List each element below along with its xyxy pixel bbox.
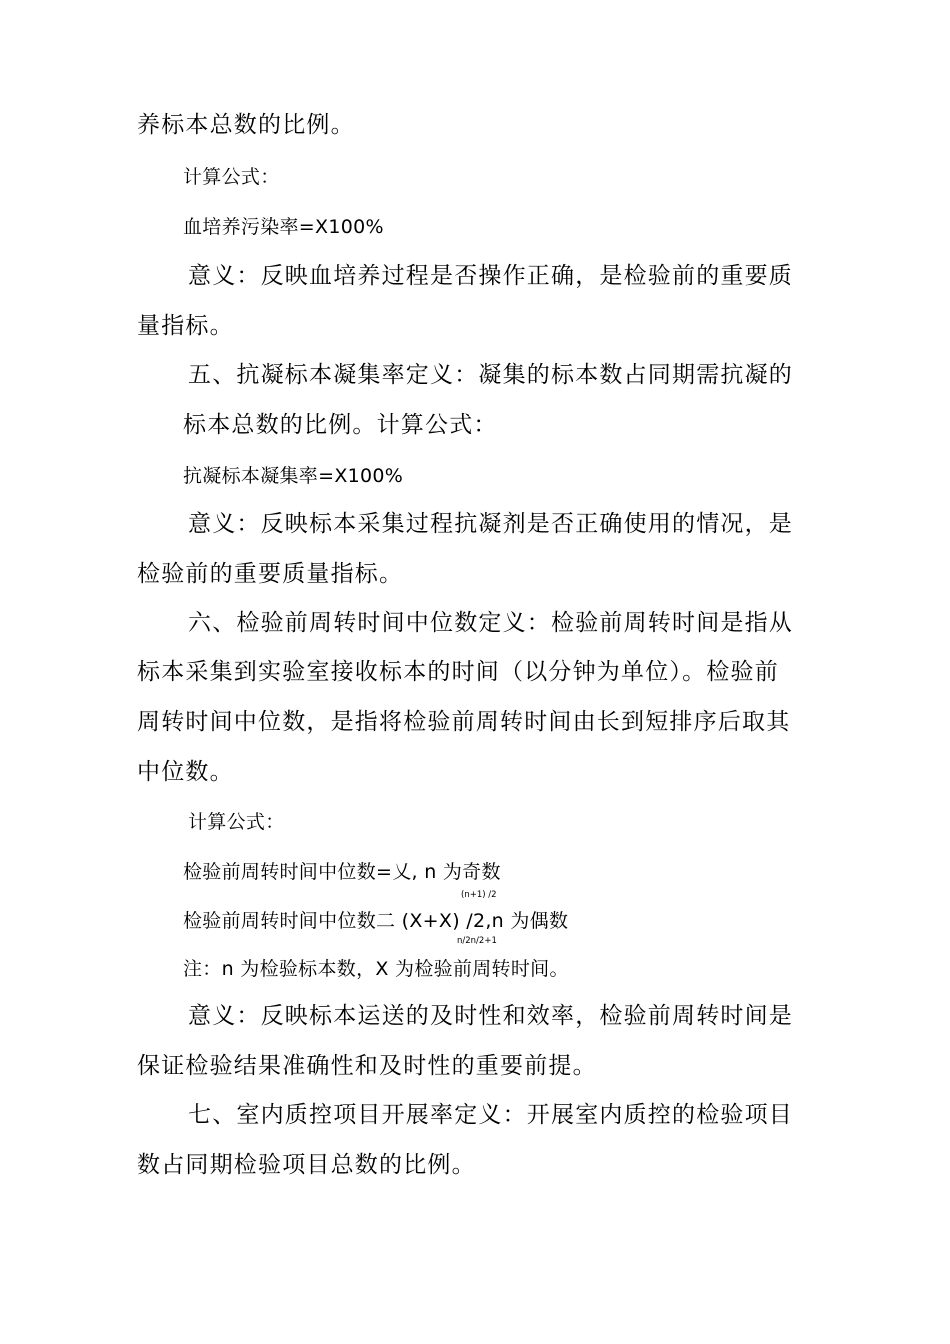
- formula-heading: 计算公式：: [188, 811, 285, 833]
- note-line: 注：n 为检验标本数，X 为检验前周转时间。: [183, 958, 569, 980]
- paragraph-line: 量指标。: [137, 313, 234, 339]
- paragraph-line: 周转时间中位数，是指将检验前周转时间由长到短排序后取其: [137, 709, 791, 735]
- paragraph-line: 意义：反映标本采集过程抗凝剂是否正确使用的情况，是: [188, 511, 793, 537]
- paragraph-line: 标本总数的比例。计算公式：: [183, 412, 498, 438]
- section-heading: 七、室内质控项目开展率定义：开展室内质控的检验项目: [188, 1102, 793, 1128]
- formula-subscript: n/2n/2+1: [457, 936, 497, 946]
- paragraph-line: 意义：反映血培养过程是否操作正确，是检验前的重要质: [188, 263, 793, 289]
- paragraph-line: 意义：反映标本运送的及时性和效率，检验前周转时间是: [188, 1003, 793, 1029]
- paragraph-line: 检验前的重要质量指标。: [137, 561, 404, 587]
- paragraph-line: 数占同期检验项目总数的比例。: [137, 1152, 476, 1178]
- section-heading: 五、抗凝标本凝集率定义：凝集的标本数占同期需抗凝的: [188, 362, 793, 388]
- paragraph-line: 中位数。: [137, 759, 234, 785]
- paragraph-line: 养标本总数的比例。: [137, 112, 355, 138]
- formula-heading: 计算公式：: [183, 166, 280, 188]
- formula-subscript: (n+1) /2: [461, 890, 497, 900]
- paragraph-line: 保证检验结果准确性和及时性的重要前提。: [137, 1053, 597, 1079]
- formula-line: 抗凝标本凝集率=X100%: [183, 465, 404, 487]
- section-heading: 六、检验前周转时间中位数定义：检验前周转时间是指从: [188, 610, 793, 636]
- formula-line: 血培养污染率=X100%: [183, 216, 384, 238]
- paragraph-line: 标本采集到实验室接收标本的时间（以分钟为单位）。检验前: [137, 659, 779, 685]
- formula-line: 检验前周转时间中位数二 (X+X) /2,n 为偶数: [183, 910, 569, 932]
- formula-line: 检验前周转时间中位数=乂, n 为奇数: [183, 861, 501, 883]
